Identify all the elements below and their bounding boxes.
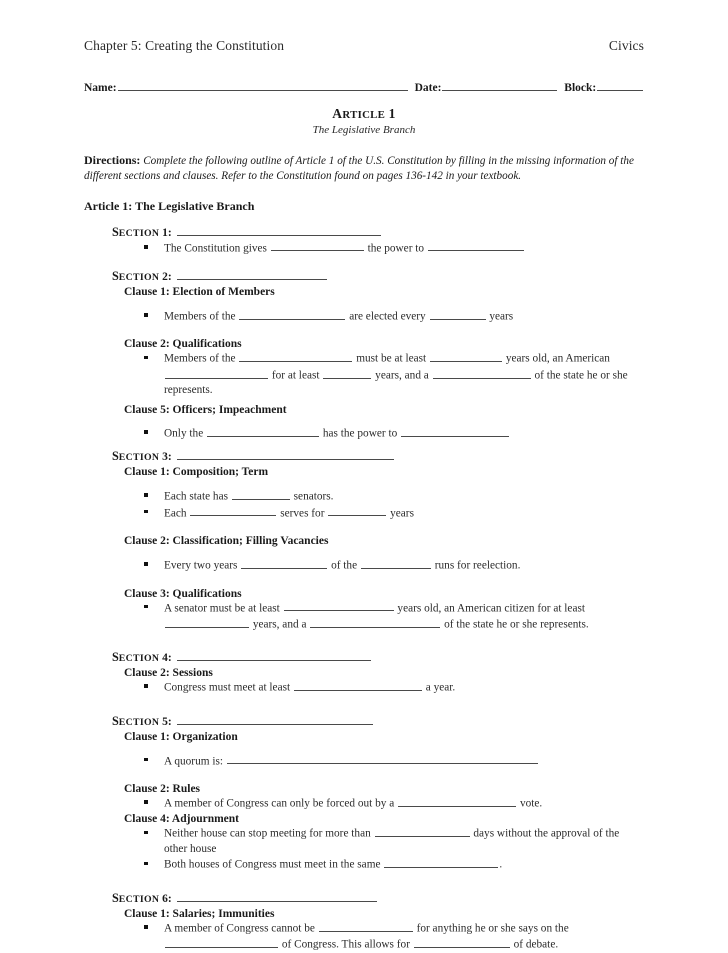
bullet-text: has the power to: [322, 427, 398, 440]
clause-header-6-1: Clause 1: Salaries; Immunities: [124, 907, 275, 920]
answer-blank[interactable]: [433, 367, 531, 379]
answer-blank[interactable]: [323, 367, 371, 379]
bullet-text: Both houses of Congress must meet in the same: [164, 859, 381, 872]
answer-blank[interactable]: [401, 425, 509, 437]
outline-title: Article 1: The Legislative Branch: [84, 198, 255, 213]
bullet-text: must be at least: [356, 353, 427, 366]
name-input-blank[interactable]: [118, 79, 408, 91]
list-item: [142, 350, 644, 397]
list-item: [142, 557, 644, 573]
section-5-title-blank[interactable]: [177, 713, 373, 725]
answer-blank[interactable]: [227, 753, 538, 765]
article-title-rest: RTICLE: [342, 108, 386, 121]
bullet-text: Only the: [164, 427, 204, 440]
section-2-title-blank[interactable]: [177, 268, 327, 280]
section-header-2: [112, 268, 644, 284]
section-4-clause-2-bullets: [84, 679, 644, 695]
section-6-title-blank[interactable]: [177, 890, 377, 902]
bullet-text: A member of Congress cannot be: [164, 922, 315, 935]
list-item: [142, 425, 644, 441]
answer-blank[interactable]: [361, 557, 431, 569]
clause-header-2-1: Clause 1: Election of Members: [124, 286, 275, 299]
answer-blank[interactable]: [241, 557, 327, 569]
bullet-text: days without the approval of the other house: [164, 828, 620, 855]
clause-header-2-2: Clause 2: Qualifications: [124, 338, 242, 351]
section-5-clause-4-bullets: [84, 825, 644, 872]
bullet-text: of Congress. This allows for: [281, 938, 410, 951]
block-input-blank[interactable]: [597, 79, 643, 91]
bullet-text: A senator must be at least: [164, 602, 280, 615]
bullet-text: of debate.: [513, 938, 559, 951]
answer-blank[interactable]: [232, 488, 290, 500]
section-2-clause-5-bullets: [84, 425, 644, 441]
list-item: [142, 753, 644, 769]
answer-blank[interactable]: [284, 600, 394, 612]
bullet-text: A member of Congress can only be forced out by a: [164, 797, 395, 810]
bullet-text: serves for: [280, 507, 325, 520]
bullet-text: for at least: [271, 369, 320, 382]
document-header: [84, 38, 644, 54]
answer-blank[interactable]: [165, 616, 249, 628]
section-word-rest-1: ECTION: [118, 227, 160, 239]
list-item: [142, 240, 644, 256]
section-word-first-6: S: [112, 890, 119, 905]
answer-blank[interactable]: [165, 936, 278, 948]
article-title: [84, 106, 644, 122]
answer-blank[interactable]: [430, 308, 486, 320]
section-header-3: [112, 448, 644, 464]
section-3-title-blank[interactable]: [177, 448, 394, 460]
answer-blank[interactable]: [319, 920, 413, 932]
answer-blank[interactable]: [398, 795, 516, 807]
section-word-first-5: S: [112, 713, 119, 728]
section-word-rest-4: ECTION: [118, 653, 160, 665]
bullet-text: years: [489, 310, 514, 323]
section-3-clause-1-bullets: [84, 488, 644, 521]
answer-blank[interactable]: [384, 856, 498, 868]
section-3-clause-3-bullets: [84, 600, 644, 633]
answer-blank[interactable]: [375, 825, 470, 837]
answer-blank[interactable]: [430, 350, 502, 362]
student-info-row: [84, 79, 644, 94]
bullet-text: vote.: [519, 797, 543, 810]
list-item: [142, 308, 644, 324]
section-number-3: 3:: [162, 451, 172, 464]
clause-header-4-2: Clause 2: Sessions: [124, 667, 213, 680]
date-label: Date:: [414, 81, 442, 94]
chapter-title: Chapter 5: Creating the Constitution: [84, 38, 285, 53]
section-word-rest-5: ECTION: [118, 716, 160, 728]
bullet-text: the power to: [367, 242, 425, 255]
clause-header-5-2: Clause 2: Rules: [124, 782, 201, 795]
article-subtitle: The Legislative Branch: [312, 123, 416, 136]
bullet-text: The Constitution gives: [164, 242, 267, 255]
list-item: [142, 825, 644, 856]
bullet-text: A quorum is:: [164, 755, 223, 768]
section-number-4: 4:: [162, 652, 172, 665]
section-number-2: 2:: [162, 271, 172, 284]
section-6-clause-1-bullets: [84, 920, 644, 953]
bullet-text: for anything he or she says on the: [416, 922, 569, 935]
answer-blank[interactable]: [294, 679, 422, 691]
bullet-text: of the state he or she represents.: [444, 618, 589, 631]
section-word-first-4: S: [112, 650, 119, 665]
section-1-title-blank[interactable]: [177, 224, 381, 236]
list-item: [142, 920, 644, 953]
subject-label: Civics: [608, 38, 644, 53]
section-word-first-1: S: [112, 224, 119, 239]
bullet-text: of the state he or she represents.: [164, 369, 628, 397]
list-item: [142, 600, 644, 633]
section-header-4: [112, 649, 644, 665]
section-1-bullets: [84, 240, 644, 256]
section-header-6: [112, 890, 644, 906]
directions-label: Directions:: [84, 152, 141, 167]
list-item: [142, 679, 644, 695]
list-item: [142, 856, 644, 872]
section-header-1: [112, 224, 644, 240]
clause-header-3-2: Clause 2: Classification; Filling Vacancies: [124, 535, 329, 548]
bullet-text: Neither house can stop meeting for more than: [164, 828, 371, 841]
bullet-text: .: [499, 859, 503, 872]
name-label: Name:: [84, 81, 117, 94]
bullet-text: Members of the: [164, 353, 236, 366]
clause-header-2-5: Clause 5: Officers; Impeachment: [124, 403, 287, 416]
directions-block: [84, 152, 644, 185]
list-item: [142, 795, 644, 811]
section-word-rest-2: ECTION: [118, 272, 160, 284]
section-3-clause-2-bullets: [84, 557, 644, 573]
section-word-first-2: S: [112, 269, 119, 284]
section-5-clause-1-bullets: [84, 753, 644, 769]
directions-text: Complete the following outline of Article 1 of the U.S. Constitution by filling in the missing information of the different sections and clauses. Refer to the Constitution found on pages 136-142 in your textbook.: [84, 154, 634, 183]
answer-blank[interactable]: [239, 350, 352, 362]
section-5-clause-2-bullets: [84, 795, 644, 811]
section-number-6: 6:: [162, 892, 172, 905]
bullet-text: years, and a: [375, 369, 429, 382]
bullet-text: years, and a: [252, 618, 307, 631]
section-2-clause-2-bullets: [84, 350, 644, 397]
section-2-clause-1-bullets: [84, 308, 644, 324]
clause-header-5-4: Clause 4: Adjournment: [124, 813, 240, 826]
answer-blank[interactable]: [328, 505, 386, 517]
answer-blank[interactable]: [414, 936, 510, 948]
article-title-first-letter: A: [332, 105, 343, 121]
answer-blank[interactable]: [310, 616, 440, 628]
section-header-5: [112, 713, 644, 729]
clause-header-3-3: Clause 3: Qualifications: [124, 587, 242, 600]
section-word-rest-6: ECTION: [118, 893, 160, 905]
clause-header-5-1: Clause 1: Organization: [124, 730, 238, 743]
bullet-text: Each: [164, 507, 187, 520]
bullet-text: senators.: [293, 491, 334, 504]
bullet-text: years old, an American: [505, 353, 610, 366]
clause-header-3-1: Clause 1: Composition; Term: [124, 466, 269, 479]
bullet-text: years: [390, 507, 414, 520]
bullet-text: years old, an American citizen for at least: [397, 602, 585, 615]
answer-blank[interactable]: [239, 308, 345, 320]
section-number-1: 1:: [162, 226, 172, 239]
bullet-text: runs for reelection.: [434, 559, 521, 572]
answer-blank[interactable]: [190, 505, 276, 517]
bullet-text: Each state has: [164, 491, 228, 504]
bullet-text: are elected every: [349, 310, 426, 323]
section-word-first-3: S: [112, 449, 119, 464]
article-number: 1: [388, 105, 396, 121]
section-4-title-blank[interactable]: [177, 649, 371, 661]
bullet-text: Members of the: [164, 310, 236, 323]
answer-blank[interactable]: [428, 240, 524, 252]
answer-blank[interactable]: [207, 425, 319, 437]
bullet-text: Every two years: [164, 559, 238, 572]
date-input-blank[interactable]: [442, 79, 557, 91]
list-item: [142, 505, 644, 521]
answer-blank[interactable]: [165, 367, 268, 379]
section-word-rest-3: ECTION: [118, 452, 160, 464]
answer-blank[interactable]: [271, 240, 364, 252]
bullet-text: of the: [331, 559, 358, 572]
list-item: [142, 488, 644, 504]
block-label: Block:: [564, 81, 597, 94]
section-number-5: 5:: [162, 715, 172, 728]
bullet-text: a year.: [425, 681, 456, 694]
bullet-text: Congress must meet at least: [164, 681, 291, 694]
